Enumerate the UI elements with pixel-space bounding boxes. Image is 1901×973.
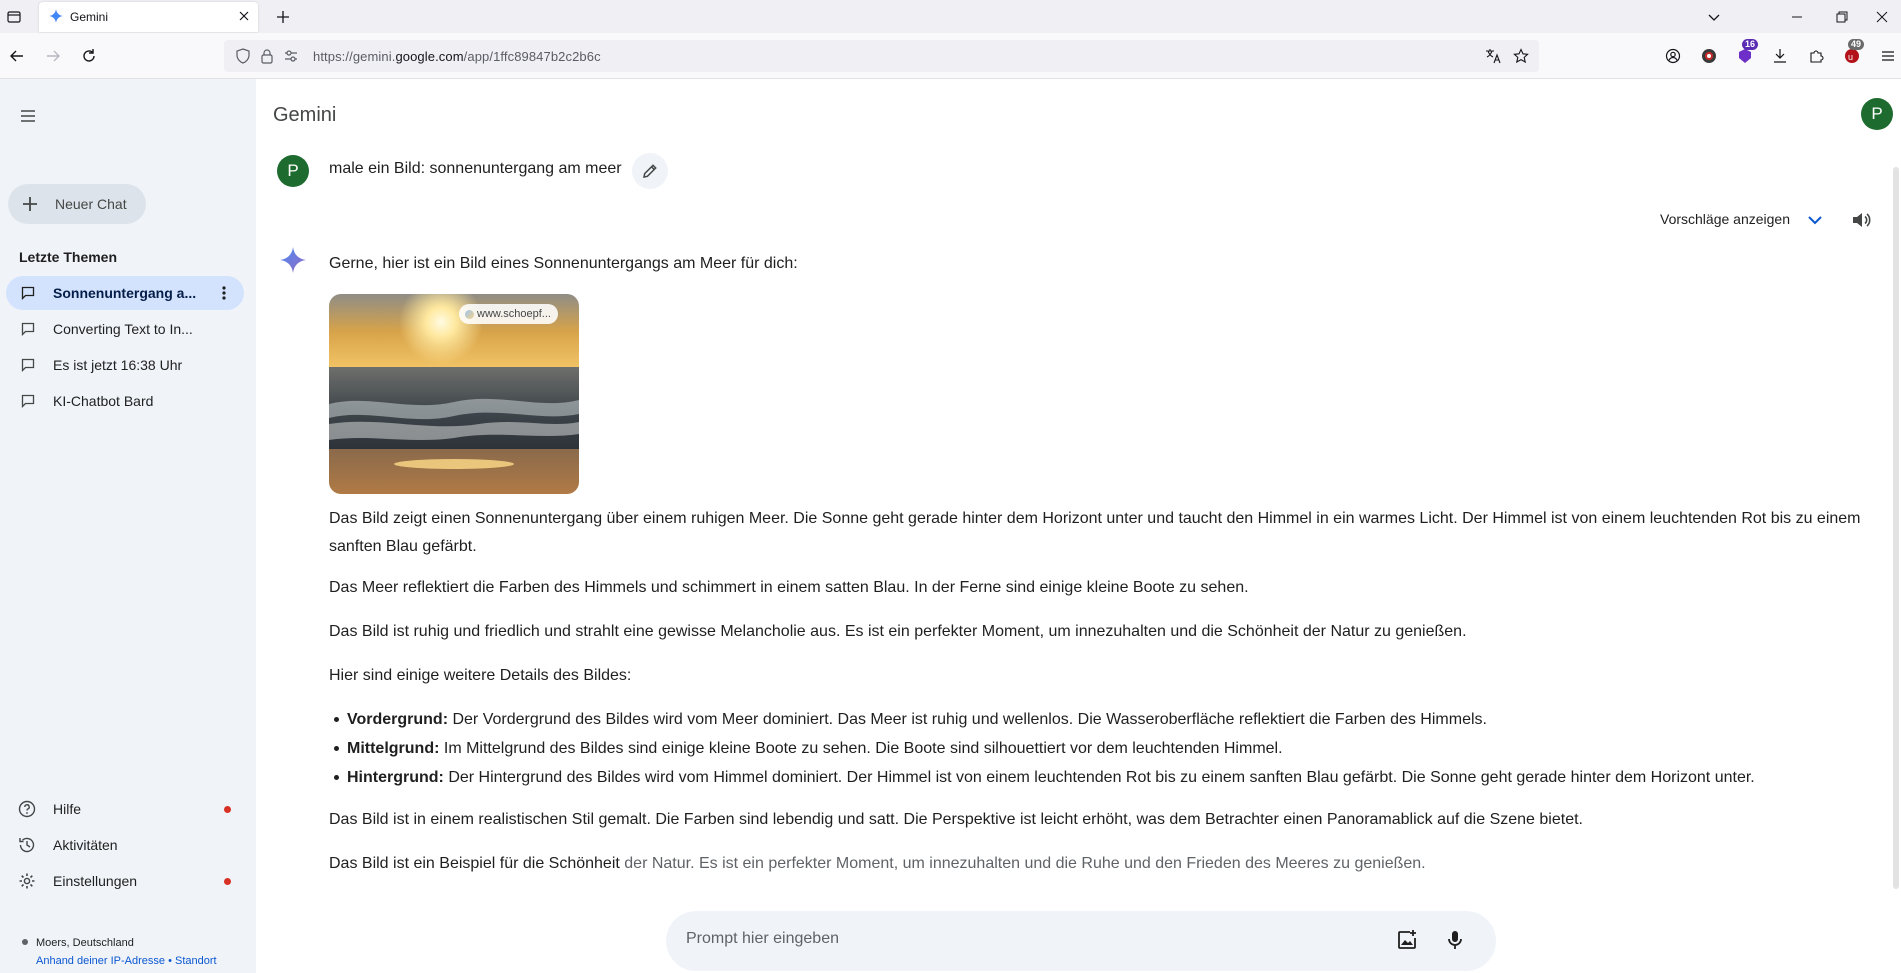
response-paragraph-1: Das Bild zeigt einen Sonnenuntergang über einem ruhigen Meer. Die Sonne geht gerade hinter dem Horizont unter und taucht den Himmel in ein warmes Licht. Der Himmel ist von einem leuchtenden Rot bis zu einem sanften Blau gefärbt. — [329, 510, 1861, 555]
notification-dot — [224, 878, 231, 885]
chat-bubble-icon — [21, 322, 35, 336]
pencil-icon — [641, 162, 659, 180]
chat-bubble-icon — [21, 358, 35, 372]
address-bar[interactable] — [224, 40, 1539, 72]
recent-item-converting-text[interactable] — [6, 312, 244, 346]
response-intro: Gerne, hier ist ein Bild eines Sonnenuntergangs am Meer für dich: — [329, 255, 798, 272]
gear-icon — [18, 872, 36, 890]
tracking-protection-icon[interactable] — [231, 44, 255, 68]
back-icon[interactable] — [5, 44, 29, 68]
response-paragraph-6: Das Bild ist ein Beispiel für die Schönheit der Natur. Es ist ein perfekter Moment, um innezuhalten und die Ruhe und den Frieden des Meeres zu genießen. — [329, 855, 1426, 872]
location-source-link[interactable]: Anhand deiner IP-Adresse • Standort — [36, 955, 217, 967]
chat-bubble-icon — [21, 394, 35, 408]
url-text: https://gemini.google.com/app/1ffc89847b2c2b6c — [313, 49, 601, 64]
gemini-spark-icon — [280, 247, 306, 273]
tab-title: Gemini — [70, 10, 109, 24]
reload-icon[interactable] — [77, 44, 101, 68]
chat-bubble-icon — [21, 286, 35, 300]
purple-extension-icon[interactable] — [1733, 39, 1757, 68]
downloads-icon[interactable] — [1768, 44, 1792, 68]
minimize-icon[interactable] — [1775, 0, 1819, 33]
bookmark-star-icon[interactable] — [1509, 44, 1533, 68]
svg-text:u: u — [1848, 52, 1854, 62]
main-menu-icon[interactable] — [14, 102, 42, 130]
gemini-brand: Gemini — [273, 104, 337, 126]
extensions-puzzle-icon[interactable] — [1804, 44, 1828, 68]
user-prompt-text: male ein Bild: sonnenuntergang am meer — [329, 160, 622, 177]
recent-item-sonnenuntergang[interactable] — [6, 276, 244, 310]
recent-item-label: KI-Chatbot Bard — [53, 393, 154, 409]
app-menu-icon[interactable] — [1876, 44, 1900, 68]
new-chat-label: Neuer Chat — [55, 196, 127, 212]
show-drafts-button[interactable]: Vorschläge anzeigen — [1660, 211, 1790, 227]
extension-badge-count: 16 — [1742, 39, 1758, 50]
scrollbar[interactable] — [1893, 167, 1899, 889]
user-avatar: P — [277, 155, 309, 187]
help-icon — [18, 800, 36, 818]
sunset-sea-image — [329, 294, 579, 494]
response-paragraph-2: Das Meer reflektiert die Farben des Himmels und schimmert in einem satten Blau. In der Ferne sind einige kleine Boote zu sehen. — [329, 579, 1249, 596]
settings-label: Einstellungen — [53, 873, 138, 889]
account-avatar[interactable]: P — [1861, 98, 1893, 130]
history-icon — [18, 836, 36, 854]
new-chat-button[interactable] — [8, 184, 146, 224]
recent-item-label: Converting Text to In... — [53, 321, 193, 337]
response-paragraph-3: Das Bild ist ruhig und friedlich und strahlt eine gewisse Melancholie aus. Es ist ein perfekter Moment, um innezuhalten und die Schönheit der Natur zu genießen. — [329, 623, 1467, 640]
activity-label: Aktivitäten — [53, 837, 118, 853]
translate-icon[interactable] — [1481, 44, 1505, 68]
sidebar — [0, 79, 256, 973]
add-image-icon[interactable] — [1396, 929, 1418, 951]
notification-dot — [224, 806, 231, 813]
microphone-icon[interactable] — [1444, 929, 1466, 951]
tab-gemini[interactable] — [39, 2, 258, 32]
list-item: Mittelgrund: Im Mittelgrund des Bildes sind einige kleine Boote zu sehen. Die Boote sind silhouettiert vor dem leuchtenden Himmel. — [329, 734, 1889, 763]
restore-icon[interactable] — [1820, 0, 1864, 33]
image-source-chip[interactable]: www.schoepf... — [459, 304, 558, 324]
list-item: Hintergrund: Der Hintergrund des Bildes wird vom Himmel dominiert. Der Himmel ist von einem leuchtenden Rot bis zu einem sanften Blau gefärbt. Die Sonne geht gerade hinter dem Horizont unter. — [329, 763, 1889, 792]
edit-prompt-button[interactable] — [632, 153, 668, 189]
prompt-input[interactable]: Prompt hier eingeben — [686, 930, 839, 947]
extension-badge-count-2: 49 — [1848, 39, 1864, 50]
recent-item-label: Es ist jetzt 16:38 Uhr — [53, 357, 183, 373]
chevron-down-icon[interactable] — [1806, 211, 1824, 229]
browser-tab-bar — [0, 0, 1901, 33]
account-icon[interactable] — [1661, 44, 1685, 68]
sidebar-item-settings[interactable] — [6, 864, 244, 898]
tab-overview-icon[interactable] — [4, 7, 24, 27]
recent-heading: Letzte Themen — [19, 249, 118, 265]
location-dot-icon — [22, 939, 28, 945]
new-tab-icon[interactable] — [273, 7, 293, 27]
red-extension-icon[interactable] — [1840, 39, 1864, 68]
close-tab-icon[interactable] — [238, 10, 250, 22]
sidebar-item-activity[interactable] — [6, 828, 244, 862]
plus-icon — [21, 195, 39, 213]
recent-item-ki-chatbot-bard[interactable] — [6, 384, 244, 418]
response-paragraph-4: Hier sind einige weitere Details des Bildes: — [329, 667, 632, 684]
lock-icon[interactable] — [255, 44, 279, 68]
generated-image-thumbnail[interactable] — [329, 294, 579, 494]
forward-icon[interactable] — [41, 44, 65, 68]
tab-list-chevron-icon[interactable] — [1704, 7, 1724, 27]
sidebar-item-help[interactable] — [6, 792, 244, 826]
close-window-icon[interactable] — [1860, 0, 1901, 33]
more-options-icon[interactable] — [216, 284, 232, 302]
main-content — [256, 79, 1901, 973]
recent-item-label: Sonnenuntergang a... — [53, 285, 197, 301]
source-favicon-icon — [465, 310, 474, 319]
speaker-icon[interactable] — [1850, 209, 1872, 231]
shield-extension-icon[interactable] — [1697, 44, 1721, 68]
browser-nav-bar — [0, 33, 1901, 79]
list-item: Vordergrund: Der Vordergrund des Bildes wird vom Meer dominiert. Das Meer ist ruhig und wellenlos. Die Wasseroberfläche reflektiert die Farben des Himmels. — [329, 705, 1889, 734]
permissions-icon[interactable] — [279, 44, 303, 68]
response-paragraph-5: Das Bild ist in einem realistischen Stil gemalt. Die Farben sind lebendig und satt. Die Perspektive ist leicht erhöht, was dem Betrachter einen Panoramablick auf die Szene bietet. — [329, 811, 1583, 828]
gemini-favicon-icon — [49, 9, 63, 23]
recent-item-es-ist-jetzt[interactable] — [6, 348, 244, 382]
help-label: Hilfe — [53, 801, 82, 817]
details-list — [329, 705, 1889, 792]
prompt-input-box[interactable] — [666, 911, 1496, 971]
location-city: Moers, Deutschland — [22, 937, 134, 949]
